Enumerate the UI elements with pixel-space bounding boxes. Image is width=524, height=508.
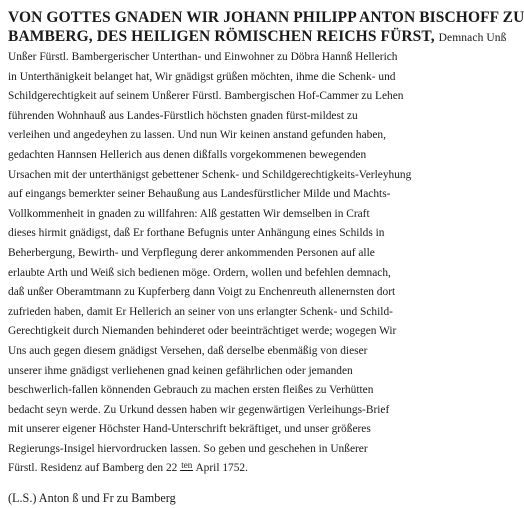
body-line: Ursachen mit der unterthänigst gebettener Schenk- und Schildgerechtigkeits-Verleyhung	[8, 168, 412, 181]
closing-line-before: Fürstl. Residenz auf Bamberg den 22	[8, 462, 178, 475]
body-line: beschwerlich-fallen könnenden Gebrauch zu machen ersten fleißes zu Verhütten	[8, 384, 374, 397]
closing-line-after: April 1752.	[195, 462, 248, 475]
body-line: Unßer Fürstl. Bambergerischer Unterthan- und Einwohner zu Döbra Hannß Hellerich	[8, 51, 398, 63]
body-line: mit unserer eigener Höchster Hand-Unterschrift bekräftiget, und unser größeres	[8, 423, 371, 436]
closing-line	[8, 459, 450, 479]
body-line: Schildgerechtigkeit auf seinem Unßerer Fürstl. Bambergischen Hof-Cammer zu Lehen	[8, 90, 404, 103]
body-line: Regierungs-Insigel hiervordrucken lassen. So geben und geschehen in Unßerer	[8, 442, 368, 455]
body-line: auf eingangs bemerkter seiner Behaußung aus Landesfürstlicher Milde und Machts-	[8, 188, 391, 201]
body-line: unserer ihme gnädigst verliehenen gnad keinen gefährlichen oder jemanden	[8, 364, 353, 377]
heading-line-2-text: BAMBERG, DES HEILIGEN RÖMISCHEN REICHS FÜRST,	[8, 28, 435, 45]
body-line: verleihen und angedeyhen zu lassen. Und nun Wir keinen anstand gefunden haben,	[8, 129, 386, 142]
body-line: daß unßer Oberamtmann zu Kupferberg dann Voigt zu Enchenreuth allenernsten dort	[8, 286, 396, 299]
signature-line: (L.S.) Anton ß und Fr zu Bamberg	[8, 491, 176, 506]
body-line: Uns auch gegen diesem gnädigst Versehen, daß derselbe ebenmäßig von dieser	[8, 344, 368, 357]
body-line: Vollkommenheit in gnaden zu willfahren: Alß gestatten Wir demselben in Craft	[8, 207, 370, 220]
body-line: führenden Wohnhauß aus Landes-Fürstlich höchsten gnaden fürst-mildest zu	[8, 109, 358, 122]
body-line: in Unterthänigkeit belanget hat, Wir gnädigst grüßen möchten, ihme die Schenk- und	[8, 70, 396, 83]
body-line: dieses hirmit gnädigst, daß Er forthane Befugnis unter Anhängung eines Schilds in	[8, 227, 385, 240]
body-line: zufrieden haben, damit Er Hellerich an seiner von uns erlangter Schenk- und Schild-	[8, 305, 393, 318]
body-line: Beherbergung, Bewirth- und Verpflegung derer ankommenden Personen auf alle	[8, 246, 375, 259]
body-text	[8, 48, 450, 459]
heading-line-2	[8, 27, 507, 48]
body-line: gedachten Hannsen Hellerich aus denen dißfalls vorgekommenen bewegenden	[8, 148, 367, 161]
heading-tail: Demnach Unß	[438, 32, 507, 44]
heading-line-1: VON GOTTES GNADEN WIR JOHANN PHILIPP ANTON BISCHOFF ZU	[8, 9, 524, 26]
body-line: bedacht seyn werde. Zu Urkund dessen haben wir gegenwärtigen Verleihungs-Brief	[8, 403, 390, 416]
date-ordinal-mark: ten	[181, 460, 193, 471]
body-line: erlaubte Arth und Weiß sich bedienen möge. Ordern, wollen und befehlen demnach,	[8, 266, 391, 279]
body-line: Gerechtigkeit durch Niemanden behinderet oder beeinträchtiget werde; wogegen Wir	[8, 325, 397, 338]
